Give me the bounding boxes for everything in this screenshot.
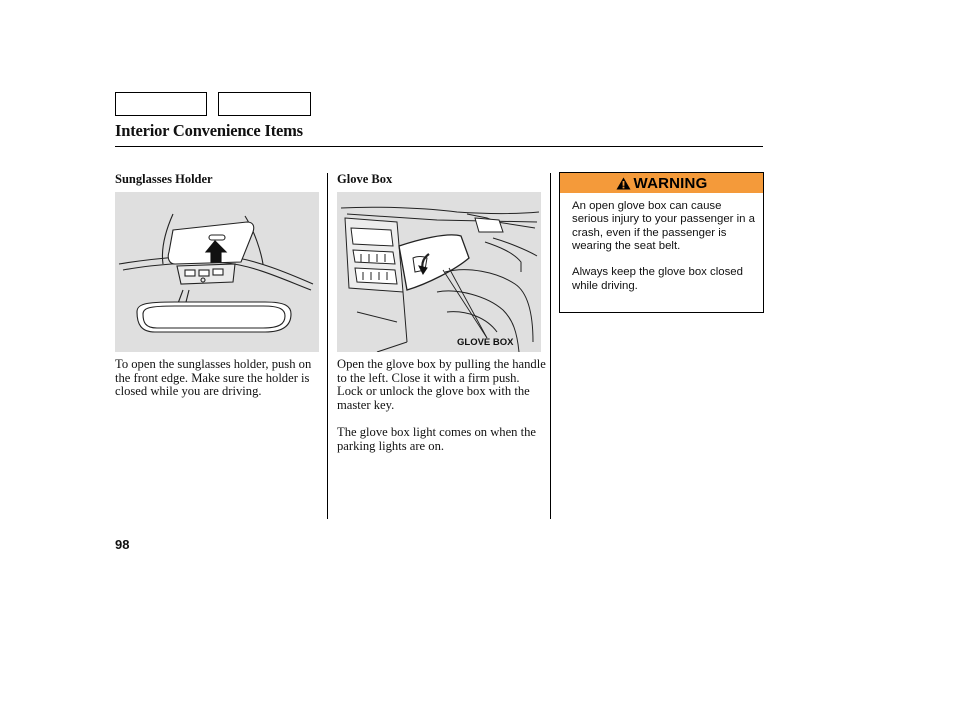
glovebox-paragraph-1: Open the glove box by pulling the handle to the left. Close it with a firm push. Lock or unlock the glove box with the master key. [337, 357, 546, 412]
warning-paragraph-2: Always keep the glove box closed while driving. [572, 266, 743, 292]
page-title: Interior Convenience Items [115, 121, 303, 140]
sunglasses-heading: Sunglasses Holder [115, 172, 213, 186]
warning-label: WARNING [633, 174, 708, 192]
warning-text [572, 200, 757, 306]
dashboard-glovebox-illustration [337, 192, 541, 352]
warning-triangle-icon [616, 177, 631, 190]
warning-box [559, 172, 764, 313]
glovebox-heading: Glove Box [337, 172, 393, 186]
sunglasses-figure [115, 192, 319, 352]
glovebox-figure-label: GLOVE BOX [457, 337, 514, 348]
warning-paragraph-1: An open glove box can cause serious injury to your passenger in a crash, even if the passenger is wearing the seat belt. [572, 200, 755, 252]
overhead-console-illustration [115, 192, 319, 352]
title-rule [115, 146, 763, 147]
page-number: 98 [115, 537, 130, 552]
column-divider-2 [550, 173, 551, 519]
column-divider-1 [327, 173, 328, 519]
nav-tab-box-1[interactable] [115, 92, 207, 116]
glovebox-paragraph-2: The glove box light comes on when the parking lights are on. [337, 424, 537, 453]
warning-header [560, 173, 763, 193]
nav-tab-box-2[interactable] [218, 92, 311, 116]
glovebox-figure [337, 192, 541, 352]
sunglasses-body: To open the sunglasses holder, push on the front edge. Make sure the holder is closed while you are driving. [115, 357, 312, 399]
glovebox-body [337, 358, 547, 467]
